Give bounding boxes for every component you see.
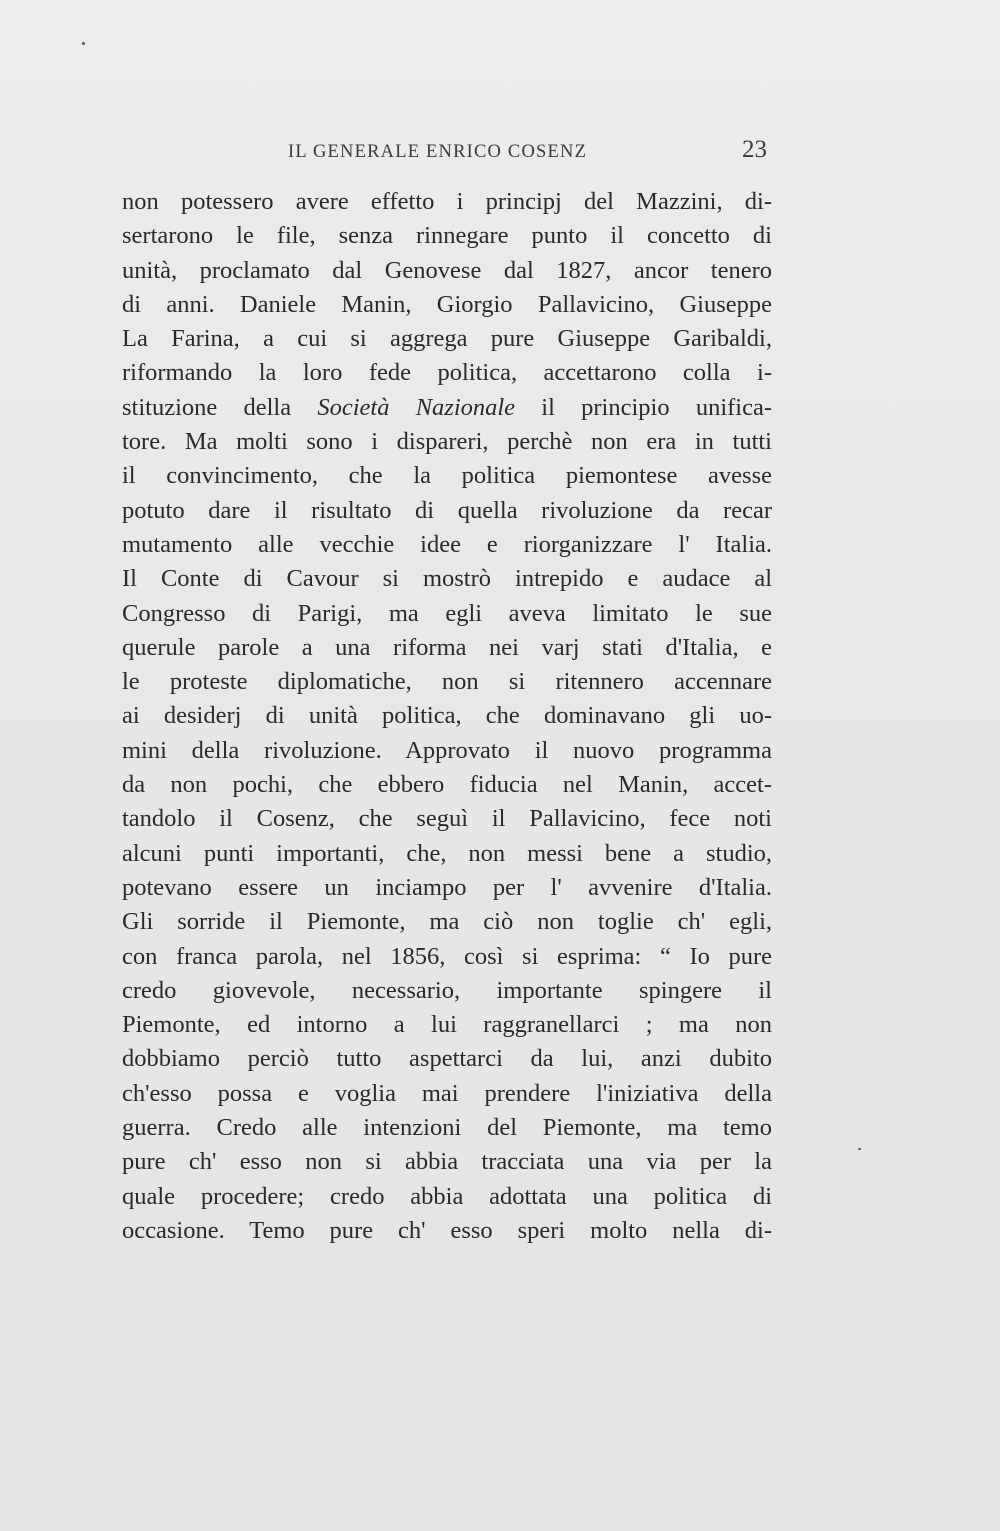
- paper-speck: [82, 42, 85, 45]
- text-line: dobbiamo perciò tutto aspettarci da lui, anzi dubito: [122, 1045, 772, 1073]
- text-line: di anni. Daniele Manin, Giorgio Pallavicino, Giuseppe: [122, 290, 772, 318]
- text-line: potuto dare il risultato di quella rivoluzione da recar: [122, 496, 772, 524]
- text-line: Piemonte, ed intorno a lui raggranellarci ; ma non: [122, 1011, 772, 1039]
- text-line: con franca parola, nel 1856, così si esprima: “ Io pure: [122, 942, 772, 970]
- text-line: pure ch' esso non si abbia tracciata una via per la: [122, 1148, 772, 1176]
- text-line: Congresso di Parigi, ma egli aveva limitato le sue: [122, 599, 772, 627]
- body-text: [122, 185, 772, 1248]
- text-line: mutamento alle vecchie idee e riorganizzare l' Italia.: [122, 530, 772, 558]
- text-line: le proteste diplomatiche, non si ritennero accennare: [122, 668, 772, 696]
- text-segment: stituzione della: [122, 393, 318, 421]
- text-line: guerra. Credo alle intenzioni del Piemonte, ma temo: [122, 1114, 772, 1142]
- text-line: credo giovevole, necessario, importante spingere il: [122, 976, 772, 1004]
- text-line: La Farina, a cui si aggrega pure Giuseppe Garibaldi,: [122, 325, 772, 353]
- italic-title-segment: Società Nazionale: [317, 393, 516, 421]
- text-line: potevano essere un inciampo per l' avvenire d'Italia.: [122, 873, 772, 901]
- page-number: 23: [742, 136, 767, 163]
- text-line-with-italic: [122, 391, 772, 425]
- text-segment: il principio unifica-: [515, 393, 773, 421]
- text-line: unità, proclamato dal Genovese dal 1827, ancor tenero: [122, 256, 772, 284]
- text-line: Il Conte di Cavour si mostrò intrepido e audace al: [122, 565, 772, 593]
- text-line: tore. Ma molti sono i dispareri, perchè non era in tutti: [122, 428, 772, 456]
- text-line: non potessero avere effetto i principj del Mazzini, di-: [122, 188, 772, 215]
- text-line: querule parole a una riforma nei varj stati d'Italia, e: [122, 633, 772, 661]
- text-line: il convincimento, che la politica piemontese avesse: [122, 462, 772, 490]
- text-line: alcuni punti importanti, che, non messi bene a studio,: [122, 839, 772, 867]
- text-line: da non pochi, che ebbero fiducia nel Manin, accet-: [122, 771, 772, 799]
- text-line: Gli sorride il Piemonte, ma ciò non toglie ch' egli,: [122, 908, 772, 936]
- running-head-title: IL GENERALE ENRICO COSENZ: [288, 142, 588, 162]
- text-line: occasione. Temo pure ch' esso speri molto nella di-: [122, 1216, 772, 1244]
- text-line: ai desiderj di unità politica, che dominavano gli uo-: [122, 702, 772, 730]
- text-line: ch'esso possa e voglia mai prendere l'iniziativa della: [122, 1079, 772, 1107]
- text-line: quale procedere; credo abbia adottata una politica di: [122, 1182, 772, 1210]
- text-line: mini della rivoluzione. Approvato il nuovo programma: [122, 736, 772, 764]
- paper-speck: [858, 1148, 861, 1150]
- text-line: sertarono le file, senza rinnegare punto il concetto di: [122, 222, 772, 250]
- text-line: riformando la loro fede politica, accettarono colla i-: [122, 359, 772, 387]
- text-line: tandolo il Cosenz, che seguì il Pallavicino, fece noti: [122, 805, 772, 833]
